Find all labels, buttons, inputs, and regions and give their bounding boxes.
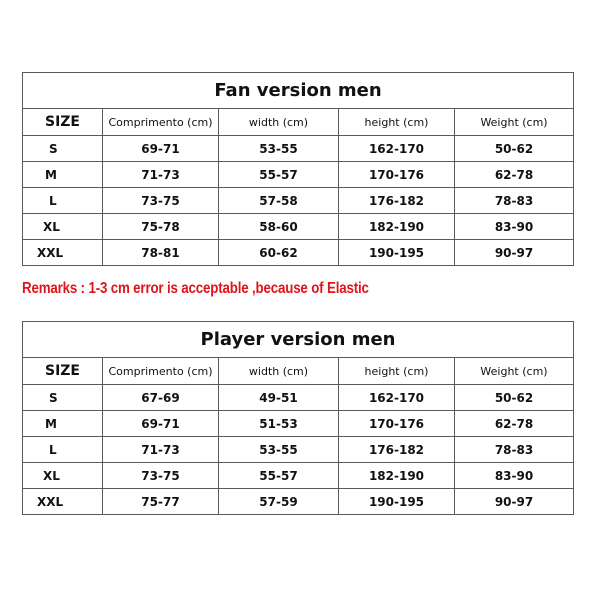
cell-size: S — [23, 385, 103, 411]
table-row — [23, 136, 574, 162]
cell-weight: 62-78 — [455, 411, 574, 437]
cell-height: 190-195 — [339, 489, 455, 515]
cell-height: 170-176 — [339, 411, 455, 437]
remarks-note: Remarks : 1-3 cm error is acceptable ,because of Elastic — [22, 280, 369, 297]
table-row — [23, 188, 574, 214]
title-row — [23, 322, 574, 358]
cell-width: 55-57 — [219, 162, 339, 188]
cell-width: 60-62 — [219, 240, 339, 266]
cell-weight: 78-83 — [455, 188, 574, 214]
cell-width: 51-53 — [219, 411, 339, 437]
column-header-weight: Weight (cm) — [455, 109, 574, 136]
cell-weight: 50-62 — [455, 385, 574, 411]
table-title: Player version men — [23, 322, 574, 358]
header-row — [23, 109, 574, 136]
table-row — [23, 489, 574, 515]
column-header-size: SIZE — [23, 358, 103, 385]
cell-comprimento: 73-75 — [103, 463, 219, 489]
table-title: Fan version men — [23, 73, 574, 109]
cell-weight: 90-97 — [455, 489, 574, 515]
cell-height: 162-170 — [339, 136, 455, 162]
cell-weight: 78-83 — [455, 437, 574, 463]
cell-width: 57-58 — [219, 188, 339, 214]
player-version-size-table — [22, 321, 574, 515]
cell-width: 53-55 — [219, 136, 339, 162]
cell-comprimento: 67-69 — [103, 385, 219, 411]
cell-comprimento: 69-71 — [103, 411, 219, 437]
cell-weight: 90-97 — [455, 240, 574, 266]
title-row — [23, 73, 574, 109]
cell-size: XL — [23, 214, 103, 240]
cell-comprimento: 78-81 — [103, 240, 219, 266]
cell-width: 57-59 — [219, 489, 339, 515]
table-row — [23, 162, 574, 188]
cell-comprimento: 71-73 — [103, 437, 219, 463]
cell-height: 162-170 — [339, 385, 455, 411]
header-row — [23, 358, 574, 385]
cell-size: XXL — [23, 489, 103, 515]
table-row — [23, 463, 574, 489]
cell-size: L — [23, 437, 103, 463]
table-row — [23, 411, 574, 437]
cell-width: 58-60 — [219, 214, 339, 240]
cell-size: XL — [23, 463, 103, 489]
cell-weight: 62-78 — [455, 162, 574, 188]
cell-weight: 83-90 — [455, 214, 574, 240]
cell-width: 53-55 — [219, 437, 339, 463]
fan-version-size-table — [22, 72, 574, 266]
cell-weight: 83-90 — [455, 463, 574, 489]
cell-comprimento: 75-77 — [103, 489, 219, 515]
table-row — [23, 437, 574, 463]
table-row — [23, 385, 574, 411]
column-header-width: width (cm) — [219, 109, 339, 136]
cell-comprimento: 75-78 — [103, 214, 219, 240]
cell-height: 182-190 — [339, 463, 455, 489]
cell-width: 55-57 — [219, 463, 339, 489]
cell-height: 182-190 — [339, 214, 455, 240]
cell-comprimento: 73-75 — [103, 188, 219, 214]
cell-comprimento: 71-73 — [103, 162, 219, 188]
column-header-size: SIZE — [23, 109, 103, 136]
table-row — [23, 214, 574, 240]
column-header-comprimento: Comprimento (cm) — [103, 109, 219, 136]
cell-comprimento: 69-71 — [103, 136, 219, 162]
cell-size: S — [23, 136, 103, 162]
cell-height: 190-195 — [339, 240, 455, 266]
cell-height: 176-182 — [339, 437, 455, 463]
column-header-comprimento: Comprimento (cm) — [103, 358, 219, 385]
column-header-height: height (cm) — [339, 109, 455, 136]
column-header-width: width (cm) — [219, 358, 339, 385]
cell-height: 170-176 — [339, 162, 455, 188]
cell-size: M — [23, 411, 103, 437]
cell-size: L — [23, 188, 103, 214]
cell-weight: 50-62 — [455, 136, 574, 162]
column-header-weight: Weight (cm) — [455, 358, 574, 385]
column-header-height: height (cm) — [339, 358, 455, 385]
cell-size: M — [23, 162, 103, 188]
table-row — [23, 240, 574, 266]
cell-height: 176-182 — [339, 188, 455, 214]
cell-size: XXL — [23, 240, 103, 266]
cell-width: 49-51 — [219, 385, 339, 411]
